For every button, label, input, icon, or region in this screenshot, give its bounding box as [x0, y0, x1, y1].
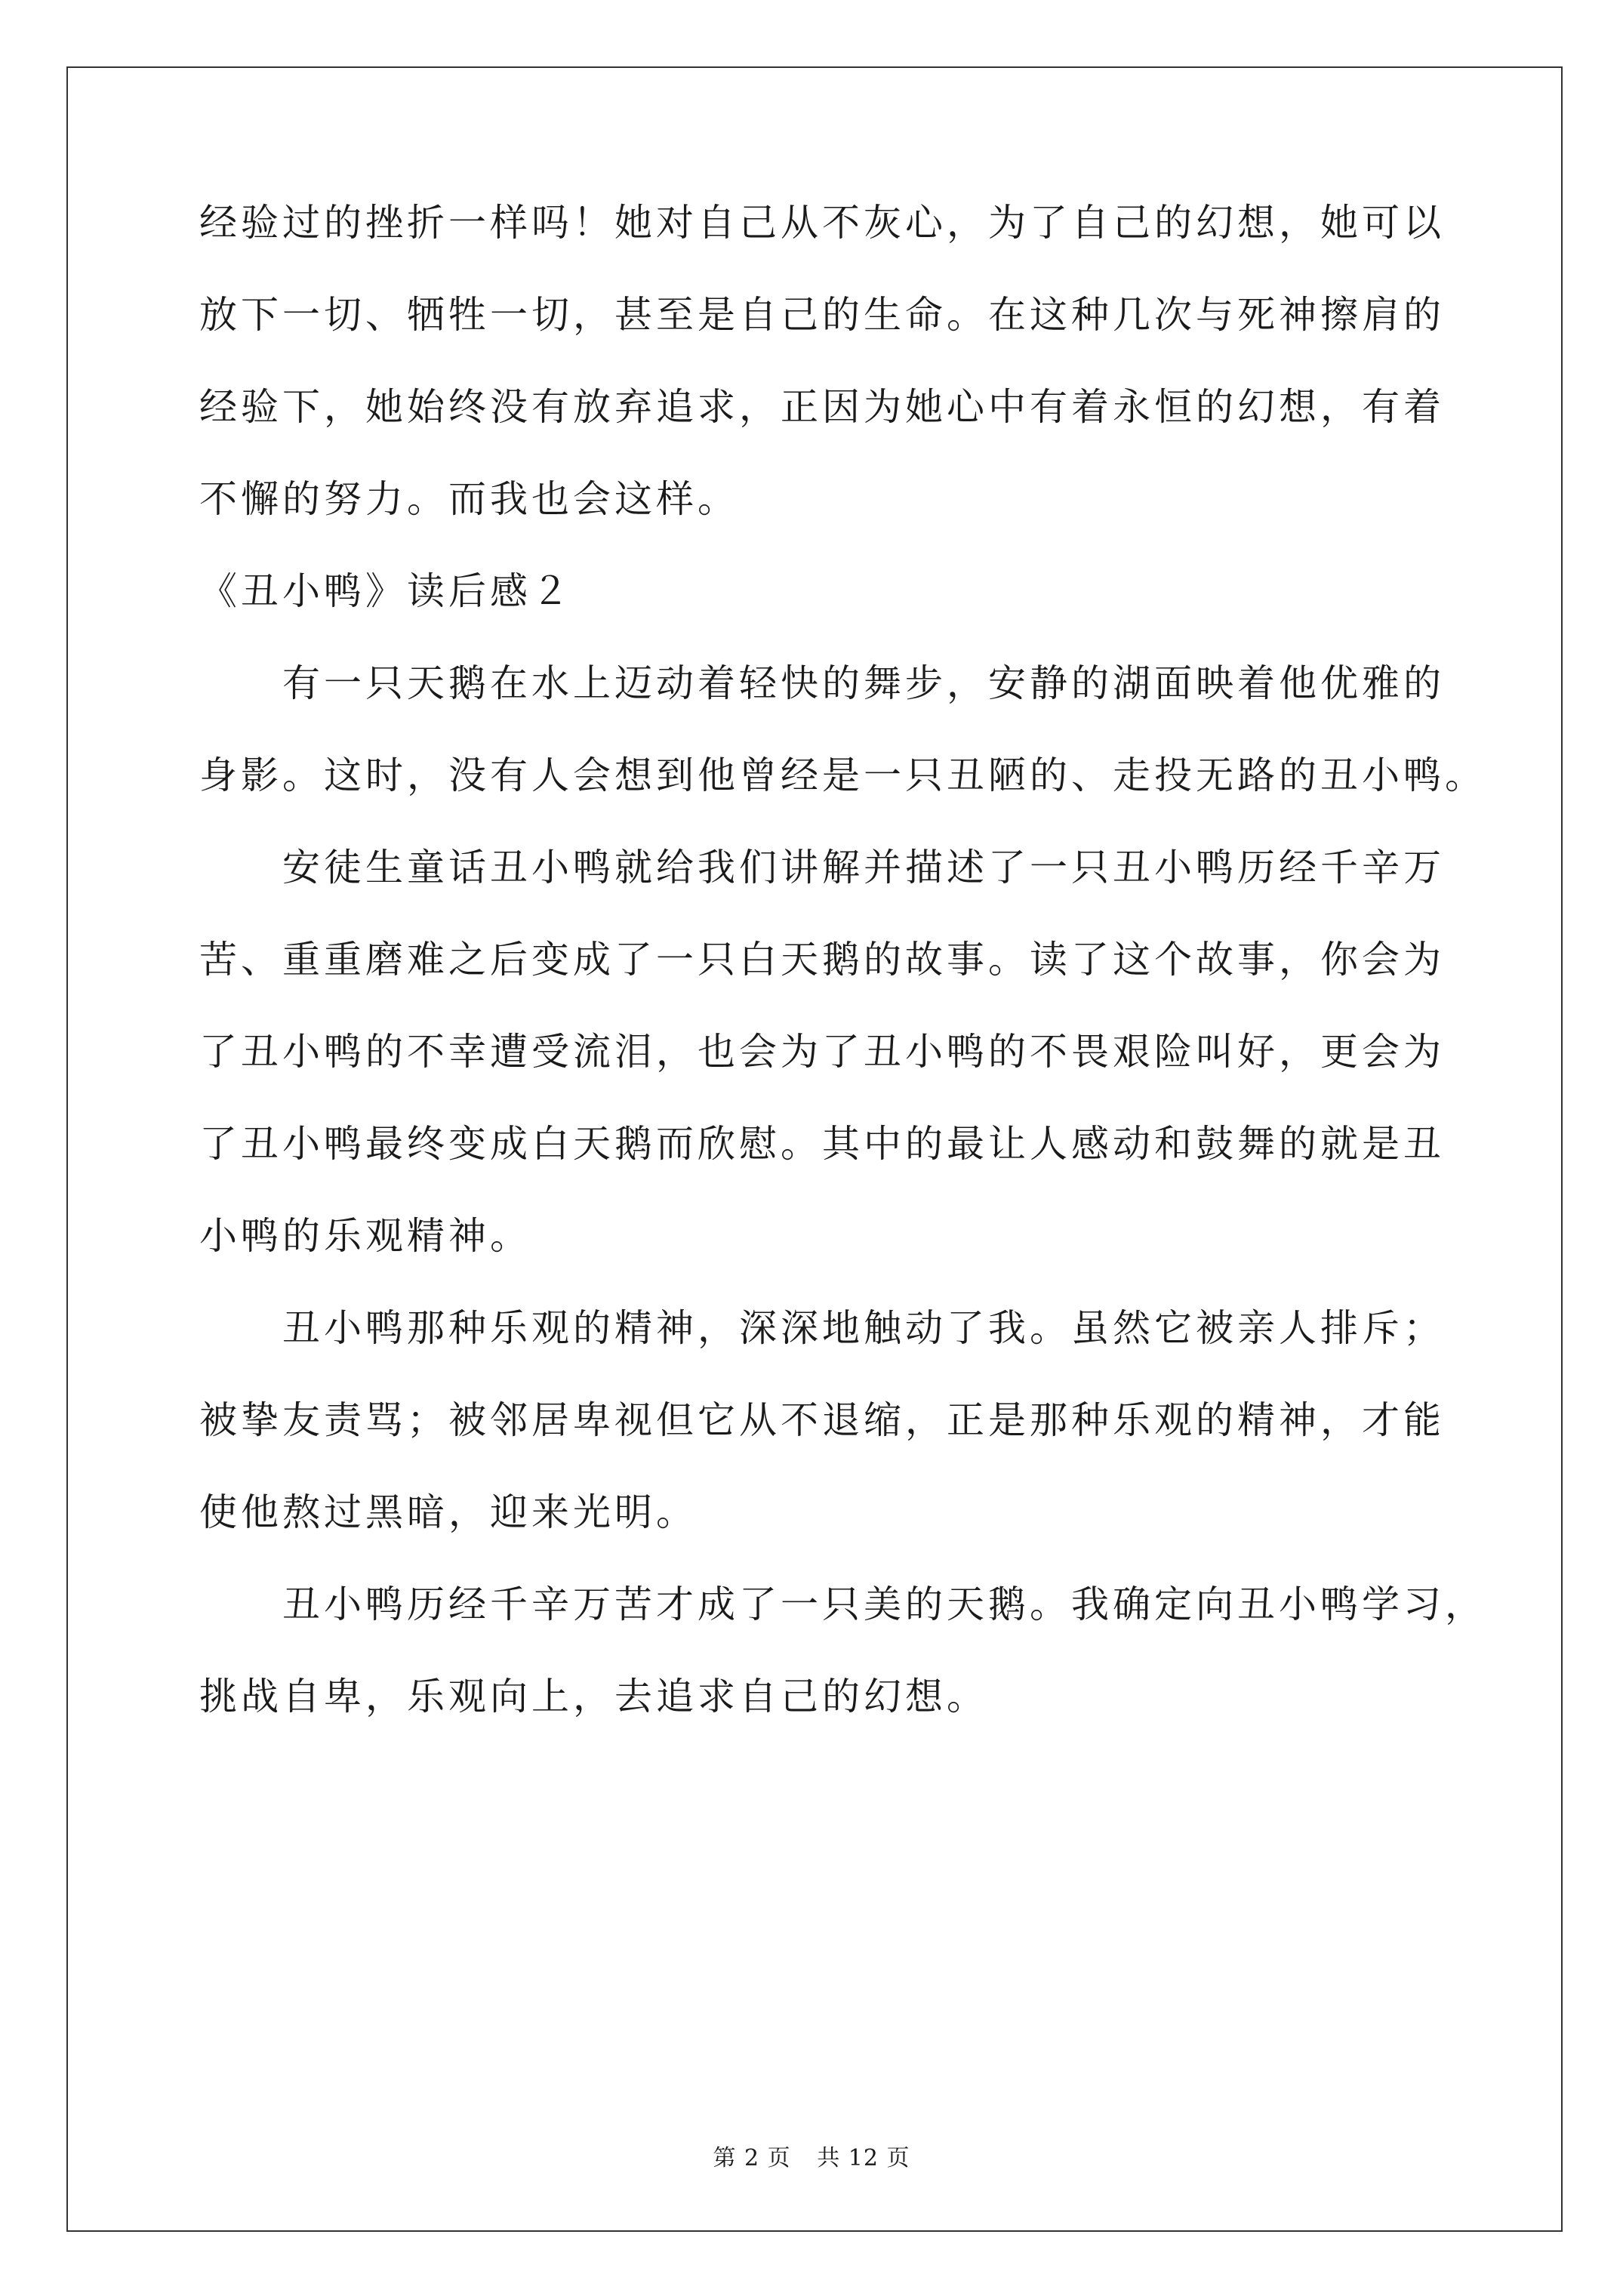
- text-line: 挑战自卑，乐观向上，去追求自己的幻想。: [199, 1675, 988, 1718]
- text-line: 了丑小鸭最终变成白天鹅而欣慰。其中的最让人感动和鼓舞的就是丑: [199, 1122, 1445, 1166]
- text-line: 小鸭的乐观精神。: [199, 1214, 531, 1258]
- text-line: 身影。这时，没有人会想到他曾经是一只丑陋的、走投无路的丑小鸭。: [199, 754, 1486, 797]
- text-line: 丑小鸭历经千辛万苦才成了一只美的天鹅。我确定向丑小鸭学习，: [282, 1583, 1486, 1626]
- page-footer: [0, 2146, 1623, 2171]
- text-line: 被挚友责骂；被邻居卑视但它从不退缩，正是那种乐观的精神，才能: [199, 1398, 1445, 1442]
- text-line: 丑小鸭那种乐观的精神，深深地触动了我。虽然它被亲人排斥；: [282, 1306, 1445, 1350]
- page-total: 共 12 页: [817, 2145, 910, 2171]
- text-line: 使他熬过黑暗，迎来光明。: [199, 1490, 698, 1534]
- text-line: 不懈的努力。而我也会这样。: [199, 477, 739, 521]
- text-line: 有一只天鹅在水上迈动着轻快的舞步，安静的湖面映着他优雅的: [282, 661, 1445, 705]
- section-heading: 《丑小鸭》读后感２: [199, 569, 573, 613]
- text-line: 了丑小鸭的不幸遭受流泪，也会为了丑小鸭的不畏艰险叫好，更会为: [199, 1030, 1445, 1074]
- text-line: 放下一切、牺牲一切，甚至是自己的生命。在这种几次与死神擦肩的: [199, 293, 1445, 337]
- text-line: 经验下，她始终没有放弃追求，正因为她心中有着永恒的幻想，有着: [199, 385, 1445, 429]
- page-number: 第 2 页: [713, 2145, 791, 2171]
- document-body: [199, 201, 1486, 1718]
- text-line: 安徒生童话丑小鸭就给我们讲解并描述了一只丑小鸭历经千辛万: [282, 846, 1445, 889]
- text-line: 经验过的挫折一样吗！她对自己从不灰心，为了自己的幻想，她可以: [199, 201, 1445, 245]
- text-line: 苦、重重磨难之后变成了一只白天鹅的故事。读了这个故事，你会为: [199, 938, 1445, 982]
